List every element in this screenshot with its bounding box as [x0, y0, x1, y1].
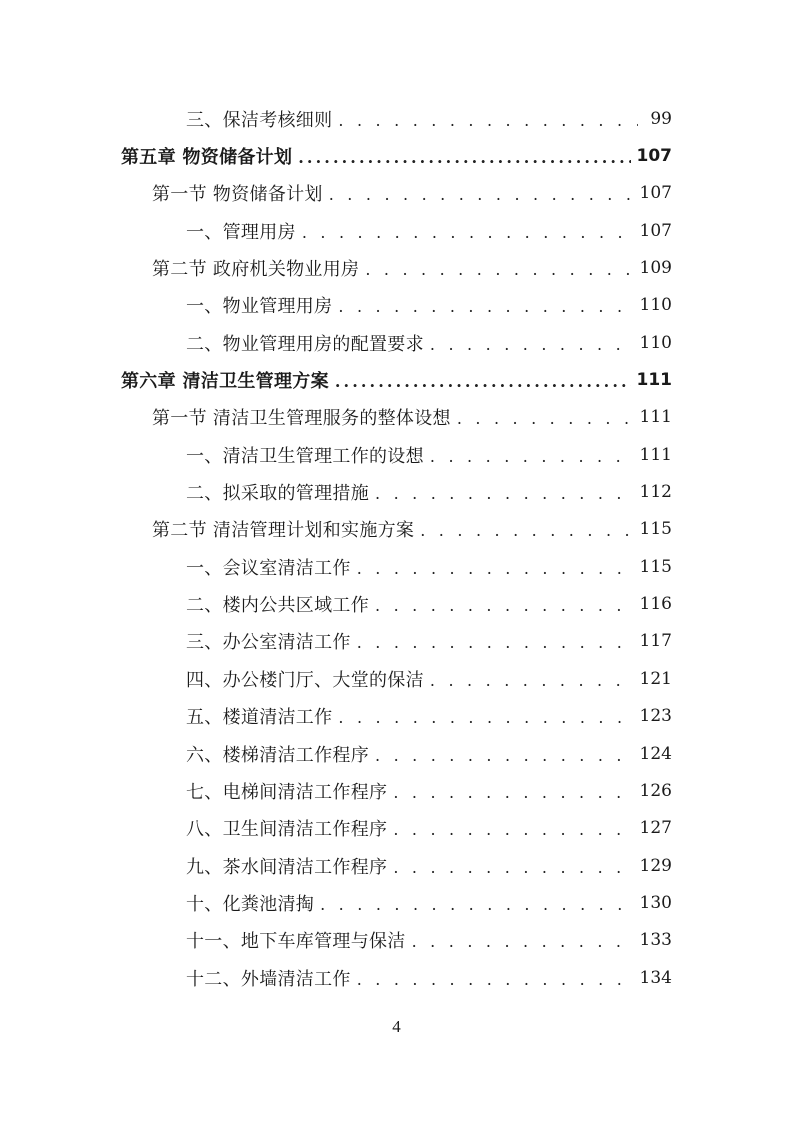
toc-entry[interactable]: [0, 100, 793, 137]
toc-entry-title: 八、卫生间清洁工作程序: [186, 819, 388, 841]
toc-leader-dots: [329, 183, 634, 203]
toc-entry-title: 十、化粪池清掏: [186, 893, 315, 915]
toc-leader-dots: [430, 333, 634, 353]
toc-entry-title: 二、物业管理用房的配置要求: [186, 333, 424, 355]
toc-entry-title: 第五章 物资储备计划: [121, 147, 293, 169]
toc-entry[interactable]: [0, 212, 793, 249]
toc-entry[interactable]: [0, 623, 793, 660]
toc-entry-title: 第一节 物资储备计划: [152, 184, 323, 206]
toc-section-entry[interactable]: [0, 399, 793, 436]
toc-entry-title: 第六章 清洁卫生管理方案: [121, 371, 329, 393]
toc-entry-title: 二、楼内公共区域工作: [186, 595, 369, 617]
toc-section-entry[interactable]: [0, 249, 793, 286]
toc-entry[interactable]: [0, 436, 793, 473]
toc-entry-page: 111: [639, 444, 672, 465]
toc-entry-title: 一、物业管理用房: [186, 296, 333, 318]
toc-entry-page: 109: [639, 258, 672, 279]
table-of-contents: [0, 100, 793, 996]
toc-entry-page: 107: [639, 183, 672, 204]
toc-entry-title: 一、管理用房: [186, 221, 296, 243]
toc-entry-page: 111: [639, 407, 672, 428]
toc-entry-page: 124: [639, 743, 672, 764]
toc-section-entry[interactable]: [0, 175, 793, 212]
toc-entry-title: 十二、外墙清洁工作: [186, 968, 351, 990]
toc-entry-title: 三、办公室清洁工作: [186, 632, 351, 654]
toc-entry-title: 六、楼梯清洁工作程序: [186, 744, 369, 766]
toc-entry-title: 第二节 清洁管理计划和实施方案: [152, 520, 415, 542]
toc-leader-dots: [375, 482, 634, 502]
toc-entry-title: 五、楼道清洁工作: [186, 707, 333, 729]
toc-entry-title: 十一、地下车库管理与保洁: [186, 931, 406, 953]
toc-entry-title: 一、会议室清洁工作: [186, 557, 351, 579]
page-number: 4: [392, 1017, 401, 1036]
toc-leader-dots: [302, 221, 634, 241]
toc-leader-dots: [412, 930, 634, 950]
toc-entry-page: 112: [639, 482, 672, 503]
toc-entry-page: 126: [639, 780, 672, 801]
toc-leader-dots: [338, 706, 633, 726]
toc-leader-dots: [393, 781, 633, 801]
toc-entry[interactable]: [0, 324, 793, 361]
toc-entry-page: 116: [639, 594, 672, 615]
toc-leader-dots: [457, 407, 634, 427]
toc-entry-title: 七、电梯间清洁工作程序: [186, 781, 388, 803]
toc-entry-page: 107: [639, 220, 672, 241]
toc-entry[interactable]: [0, 772, 793, 809]
toc-entry[interactable]: [0, 735, 793, 772]
toc-entry-page: 127: [639, 818, 672, 839]
toc-leader-dots: [338, 295, 633, 315]
toc-entry-title: 一、清洁卫生管理工作的设想: [186, 445, 424, 467]
toc-entry-page: 129: [639, 855, 672, 876]
toc-entry-page: 115: [639, 519, 672, 540]
toc-leader-dots: [365, 258, 633, 278]
toc-section-entry[interactable]: [0, 511, 793, 548]
toc-entry-page: 130: [639, 892, 672, 913]
toc-entry[interactable]: [0, 884, 793, 921]
toc-leader-dots: [430, 445, 634, 465]
toc-leader-dots: [375, 744, 634, 764]
toc-leader-dots: [357, 557, 634, 577]
toc-leader-dots: [393, 856, 633, 876]
toc-leader-dots: [298, 146, 630, 166]
toc-entry[interactable]: [0, 922, 793, 959]
toc-leader-dots: [430, 669, 634, 689]
toc-entry[interactable]: [0, 959, 793, 996]
toc-entry-page: 115: [639, 556, 672, 577]
toc-entry[interactable]: [0, 548, 793, 585]
toc-entry-page: 117: [639, 631, 672, 652]
toc-entry-title: 第一节 清洁卫生管理服务的整体设想: [152, 408, 451, 430]
toc-entry-title: 九、茶水间清洁工作程序: [186, 856, 388, 878]
toc-entry[interactable]: [0, 473, 793, 510]
toc-entry-page: 111: [636, 370, 672, 391]
toc-leader-dots: [338, 109, 638, 129]
toc-entry-page: 123: [639, 706, 672, 727]
toc-leader-dots: [420, 519, 633, 539]
toc-entry[interactable]: [0, 698, 793, 735]
toc-leader-dots: [320, 893, 633, 913]
toc-entry-title: 二、拟采取的管理措施: [186, 483, 369, 505]
toc-entry[interactable]: [0, 585, 793, 622]
toc-entry[interactable]: [0, 287, 793, 324]
toc-entry[interactable]: [0, 810, 793, 847]
toc-leader-dots: [393, 818, 633, 838]
toc-entry-title: 四、办公楼门厅、大堂的保洁: [186, 669, 424, 691]
toc-chapter-entry[interactable]: [0, 361, 793, 398]
toc-entry-page: 134: [639, 967, 672, 988]
toc-entry-page: 107: [636, 146, 672, 167]
toc-entry-page: 121: [639, 668, 672, 689]
toc-leader-dots: [375, 594, 634, 614]
toc-entry-page: 110: [639, 295, 672, 316]
toc-entry-page: 133: [639, 930, 672, 951]
toc-leader-dots: [357, 631, 634, 651]
toc-entry-page: 99: [650, 108, 672, 129]
toc-entry[interactable]: [0, 660, 793, 697]
toc-entry-page: 110: [639, 332, 672, 353]
toc-leader-dots: [357, 968, 634, 988]
toc-entry-title: 第二节 政府机关物业用房: [152, 259, 360, 281]
toc-entry[interactable]: [0, 847, 793, 884]
toc-entry-title: 三、保洁考核细则: [186, 109, 333, 131]
toc-leader-dots: [335, 370, 631, 390]
toc-chapter-entry[interactable]: [0, 137, 793, 174]
